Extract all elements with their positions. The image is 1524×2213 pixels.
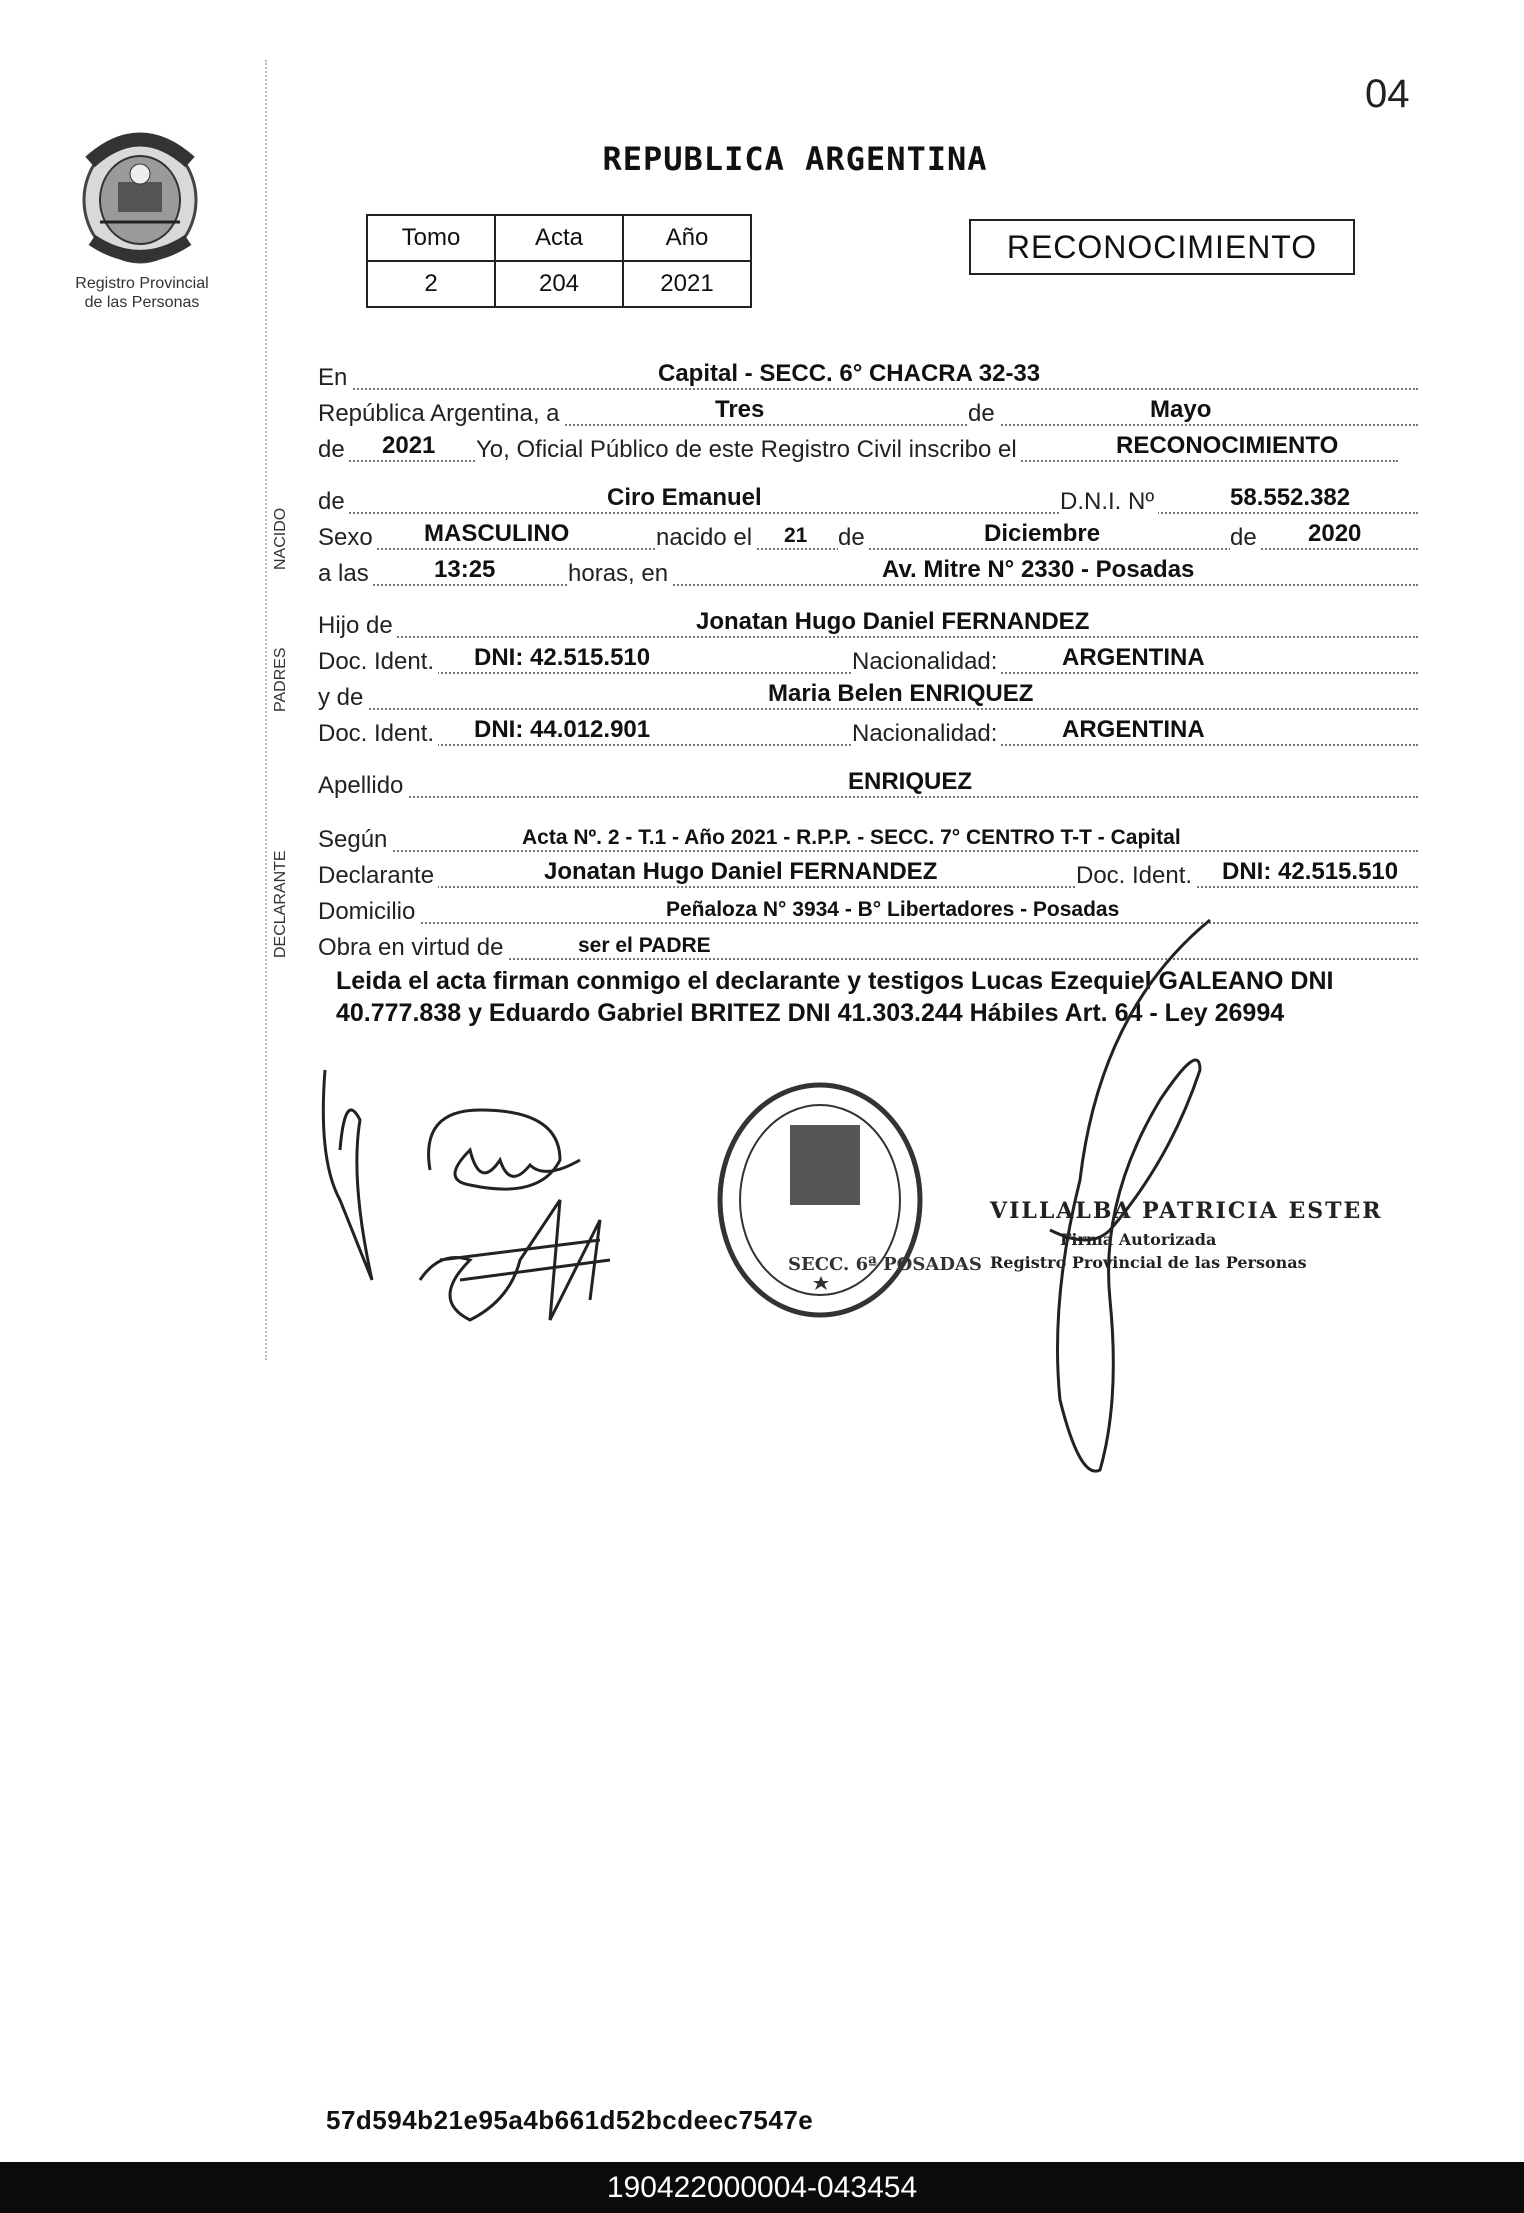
label-obra: Obra en virtud de (318, 934, 507, 962)
field-birth-time: 13:25 (430, 556, 499, 584)
label-sexo: Sexo (318, 524, 377, 552)
label-doc-ident: Doc. Ident. (318, 648, 438, 676)
field-birth-place: Av. Mitre N° 2330 - Posadas (878, 556, 1198, 584)
document-hash: 57d594b21e95a4b661d52bcdeec7547e (326, 2105, 814, 2135)
label-declarante: Declarante (318, 862, 438, 890)
side-label-padres: PADRES (272, 647, 289, 712)
page-number: 04 (1365, 72, 1410, 116)
table-header: Tomo (367, 215, 495, 261)
field-birth-month: Diciembre (980, 520, 1104, 548)
field-mother-doc: DNI: 44.012.901 (470, 716, 654, 744)
field-mother-nationality: ARGENTINA (1058, 716, 1209, 744)
label-nacido-el: nacido el (656, 524, 756, 552)
table-header: Año (623, 215, 751, 261)
field-declarant: Jonatan Hugo Daniel FERNANDEZ (540, 858, 941, 886)
authorized-stamp (990, 1198, 1383, 1272)
table-cell: 2021 (623, 261, 751, 307)
signature-official (1050, 920, 1210, 1471)
label-yo-oficial: Yo, Oficial Público de este Registro Civil inscribo el (476, 436, 1021, 464)
footer-code-bar: 190422000004-043454 (0, 2162, 1524, 2213)
official-seal (720, 1085, 982, 1315)
label-de: de (318, 488, 349, 516)
table-header: Acta (495, 215, 623, 261)
label-horas-en: horas, en (568, 560, 672, 588)
field-declarant-doc: DNI: 42.515.510 (1218, 858, 1402, 886)
stamp-institution: Registro Provincial de las Personas (990, 1253, 1307, 1272)
field-address: Peñaloza N° 3934 - B° Libertadores - Posadas (662, 898, 1123, 922)
field-surname: ENRIQUEZ (844, 768, 976, 796)
label-en: En (318, 364, 351, 392)
closing-paragraph: Leida el acta firman conmigo el declarante y testigos Lucas Ezequiel GALEANO DNI 40.777.838 y Eduardo Gabriel BRITEZ DNI 41.303.244 Hábiles Art. 64 - Ley 26994 (336, 967, 1334, 1027)
label-a-las: a las (318, 560, 373, 588)
label-doc-ident: Doc. Ident. (318, 720, 438, 748)
label-de: de (1230, 524, 1261, 552)
label-y-de: y de (318, 684, 367, 712)
label-nacionalidad: Nacionalidad: (852, 648, 1001, 676)
field-birth-day: 21 (780, 524, 811, 548)
field-place: Capital - SECC. 6° CHACRA 32-33 (654, 360, 1044, 388)
stamp-role: Firma Autorizada (1060, 1230, 1217, 1249)
label-dni: D.N.I. Nº (1060, 488, 1158, 516)
side-label-nacido: NACIDO (272, 507, 289, 570)
field-child-name: Ciro Emanuel (603, 484, 766, 512)
stamp-name: VILLALBA PATRICIA ESTER (990, 1198, 1383, 1224)
field-mother-name: Maria Belen ENRIQUEZ (764, 680, 1037, 708)
table-cell: 204 (495, 261, 623, 307)
signature-loop (429, 1110, 580, 1189)
field-act: RECONOCIMIENTO (1112, 432, 1342, 460)
field-day: Tres (711, 396, 768, 424)
field-month: Mayo (1146, 396, 1215, 424)
act-type-box: RECONOCIMIENTO (969, 219, 1355, 275)
seal-text: SECC. 6ª POSADAS (788, 1254, 982, 1275)
label-apellido: Apellido (318, 772, 407, 800)
label-de: de (318, 436, 349, 464)
label-doc-ident: Doc. Ident. (1076, 862, 1196, 890)
label-republica: República Argentina, a (318, 400, 564, 428)
table-cell: 2 (367, 261, 495, 307)
field-year: 2021 (378, 432, 439, 460)
label-hijo-de: Hijo de (318, 612, 397, 640)
label-de: de (838, 524, 869, 552)
label-de: de (968, 400, 999, 428)
document-title: REPUBLICA ARGENTINA (602, 140, 988, 178)
registry-label: Registro Provincial de las Personas (75, 275, 209, 311)
field-according-to: Acta Nº. 2 - T.1 - Año 2021 - R.P.P. - SECC. 7° CENTRO T-T - Capital (518, 826, 1185, 850)
side-label-declarante: DECLARANTE (272, 850, 289, 958)
field-by-virtue-of: ser el PADRE (574, 934, 715, 958)
label-domicilio: Domicilio (318, 898, 419, 926)
field-child-dni: 58.552.382 (1226, 484, 1354, 512)
field-birth-year: 2020 (1304, 520, 1365, 548)
label-segun: Según (318, 826, 391, 854)
field-sex: MASCULINO (420, 520, 573, 548)
field-father-doc: DNI: 42.515.510 (470, 644, 654, 672)
signature-scribble (420, 1200, 610, 1320)
label-nacionalidad: Nacionalidad: (852, 720, 1001, 748)
signature-left (323, 1070, 372, 1280)
field-father-nationality: ARGENTINA (1058, 644, 1209, 672)
field-father-name: Jonatan Hugo Daniel FERNANDEZ (692, 608, 1093, 636)
